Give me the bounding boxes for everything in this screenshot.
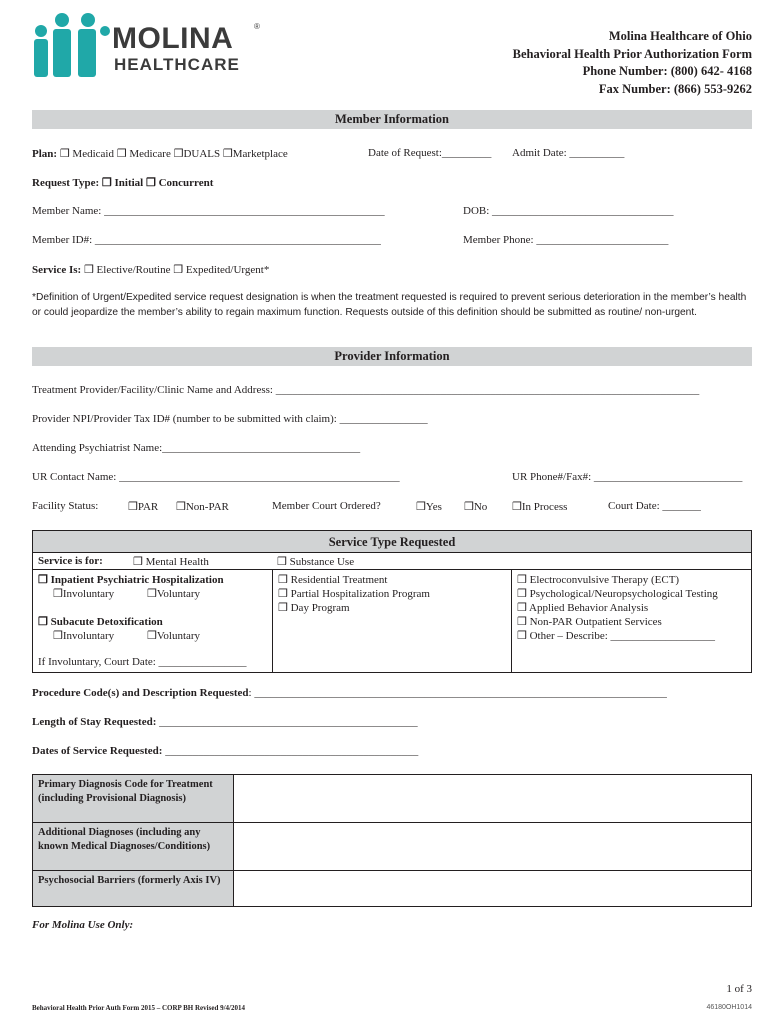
member-info-header: Member Information bbox=[32, 110, 752, 129]
request-type-row bbox=[32, 176, 213, 189]
length-of-stay-field[interactable] bbox=[32, 716, 418, 728]
psychosocial-barriers-row[interactable] bbox=[33, 871, 751, 906]
header-phone: Phone Number: (800) 642- 4168 bbox=[582, 64, 752, 78]
primary-diagnosis-label: Primary Diagnosis Code for Treatment (including Provisional Diagnosis) bbox=[33, 775, 234, 822]
procedure-code-label: Procedure Code(s) and Description Requested bbox=[32, 687, 249, 699]
plan-checkboxes[interactable]: ❒ Medicaid ❒ Medicare ❒DUALS ❒Marketplace bbox=[59, 148, 288, 160]
detox-involuntary-checkbox[interactable]: ❒Involuntary bbox=[53, 630, 115, 642]
footer-form-revision: Behavioral Health Prior Auth Form 2015 – CORP BH Revised 9/4/2014 bbox=[32, 1004, 245, 1012]
page-number: 1 of 3 bbox=[726, 983, 752, 995]
residential-treatment-checkbox[interactable]: ❒ Residential Treatment bbox=[278, 574, 388, 586]
service-for-row bbox=[33, 553, 751, 570]
detox-voluntary-checkbox[interactable]: ❒Voluntary bbox=[147, 630, 201, 642]
header-fax: Fax Number: (866) 553-9262 bbox=[598, 81, 752, 96]
partial-hospitalization-checkbox[interactable]: ❒ Partial Hospitalization Program bbox=[278, 588, 430, 600]
facility-status-label: Facility Status: bbox=[32, 500, 99, 512]
member-name-field[interactable]: Member Name: ___________________________________________________ bbox=[32, 205, 385, 217]
logo-word-molina: MOLINA bbox=[112, 22, 234, 55]
length-of-stay-line[interactable]: _______________________________________________ bbox=[156, 716, 418, 728]
court-date-field[interactable]: Court Date: _______ bbox=[608, 500, 701, 512]
treatment-provider-field[interactable]: Treatment Provider/Facility/Clinic Name and Address: _____________________________________________________________________________ bbox=[32, 384, 700, 396]
service-is-row bbox=[32, 263, 269, 276]
dates-of-service-line[interactable]: ______________________________________________ bbox=[162, 745, 419, 757]
service-options-row bbox=[33, 570, 751, 672]
primary-diagnosis-row[interactable] bbox=[33, 775, 751, 823]
additional-diagnoses-label: Additional Diagnoses (including any known Medical Diagnoses/Conditions) bbox=[33, 823, 234, 870]
dates-of-service-field[interactable] bbox=[32, 745, 418, 757]
provider-npi-field[interactable]: Provider NPI/Provider Tax ID# (number to be submitted with claim): ________________ bbox=[32, 413, 428, 425]
service-is-label: Service Is: bbox=[32, 264, 82, 276]
plan-label: Plan: bbox=[32, 148, 58, 160]
molina-use-only-label: For Molina Use Only: bbox=[32, 919, 134, 931]
procedure-code-field[interactable] bbox=[32, 687, 667, 699]
urgent-definition-note: *Definition of Urgent/Expedited service request designation is when the treatment requested is required to prevent serious deterioration in the member’s health or could jeopardize the member’s ability to regain maximum function. Requests outside of this definition should be submitted as routine/ non-urgent. bbox=[32, 292, 747, 318]
request-type-checkboxes[interactable]: ❒ Initial ❒ Concurrent bbox=[101, 177, 214, 189]
in-process-checkbox[interactable]: ❒In Process bbox=[512, 501, 568, 513]
inpatient-involuntary-checkbox[interactable]: ❒Involuntary bbox=[53, 588, 115, 600]
ur-phone-field[interactable]: UR Phone#/Fax#: ___________________________ bbox=[512, 471, 743, 483]
service-type-header: Service Type Requested bbox=[33, 531, 751, 553]
non-par-checkbox[interactable]: ❒Non-PAR bbox=[176, 501, 229, 513]
other-services-column bbox=[512, 570, 752, 672]
admit-date-field[interactable]: Admit Date: __________ bbox=[512, 147, 625, 159]
service-type-table bbox=[32, 530, 752, 673]
ect-checkbox[interactable]: ❒ Electroconvulsive Therapy (ECT) bbox=[517, 574, 680, 586]
subacute-detox-checkbox[interactable]: ❒ Subacute Detoxification bbox=[38, 616, 163, 628]
header-contact-block bbox=[513, 28, 752, 98]
molina-logo bbox=[32, 10, 272, 80]
involuntary-court-date-field[interactable]: If Involuntary, Court Date: ________________ bbox=[38, 656, 247, 668]
dob-field[interactable]: DOB: _________________________________ bbox=[463, 205, 674, 217]
header-form-title: Behavioral Health Prior Authorization Form bbox=[512, 46, 752, 61]
inpatient-column bbox=[33, 570, 273, 672]
inpatient-voluntary-checkbox[interactable]: ❒Voluntary bbox=[147, 588, 201, 600]
residential-column bbox=[273, 570, 512, 672]
psychosocial-barriers-label: Psychosocial Barriers (formerly Axis IV) bbox=[33, 871, 234, 906]
par-checkbox[interactable]: ❒PAR bbox=[128, 501, 159, 513]
other-describe-checkbox[interactable]: ❒ Other – Describe: ___________________ bbox=[517, 630, 716, 642]
length-of-stay-label: Length of Stay Requested: bbox=[32, 716, 157, 728]
logo-registered-mark: ® bbox=[254, 22, 260, 31]
dates-of-service-label: Dates of Service Requested: bbox=[32, 745, 163, 757]
member-id-field[interactable]: Member ID#: ____________________________________________________ bbox=[32, 234, 381, 246]
aba-checkbox[interactable]: ❒ Applied Behavior Analysis bbox=[517, 602, 649, 614]
substance-use-checkbox[interactable]: ❒ Substance Use bbox=[277, 556, 355, 568]
court-yes-checkbox[interactable]: ❒Yes bbox=[416, 501, 442, 513]
service-is-checkboxes[interactable]: ❒ Elective/Routine ❒ Expedited/Urgent* bbox=[83, 264, 270, 276]
psych-testing-checkbox[interactable]: ❒ Psychological/Neuropsychological Testing bbox=[517, 588, 718, 600]
psychiatrist-name-field[interactable]: Attending Psychiatrist Name:____________________________________ bbox=[32, 442, 361, 454]
people-logo-icon bbox=[32, 10, 112, 80]
inpatient-checkbox[interactable]: ❒ Inpatient Psychiatric Hospitalization bbox=[38, 574, 224, 586]
logo-word-healthcare: HEALTHCARE bbox=[114, 55, 240, 74]
non-par-outpatient-checkbox[interactable]: ❒ Non-PAR Outpatient Services bbox=[517, 616, 662, 628]
member-phone-field[interactable]: Member Phone: ________________________ bbox=[463, 234, 669, 246]
service-for-label: Service is for: bbox=[38, 555, 103, 567]
provider-info-header: Provider Information bbox=[32, 347, 752, 366]
day-program-checkbox[interactable]: ❒ Day Program bbox=[278, 602, 350, 614]
additional-diagnoses-row[interactable] bbox=[33, 823, 751, 871]
mental-health-checkbox[interactable]: ❒ Mental Health bbox=[133, 556, 209, 568]
plan-row bbox=[32, 147, 288, 160]
date-of-request-field[interactable]: Date of Request:_________ bbox=[368, 147, 492, 159]
footer-form-code: 46180OH1014 bbox=[706, 1004, 752, 1011]
diagnosis-table bbox=[32, 774, 752, 907]
procedure-code-line[interactable]: : ___________________________________________________________________________ bbox=[248, 687, 667, 699]
court-ordered-label: Member Court Ordered? bbox=[272, 500, 381, 512]
request-type-label: Request Type: bbox=[32, 177, 100, 189]
ur-contact-field[interactable]: UR Contact Name: ___________________________________________________ bbox=[32, 471, 400, 483]
court-no-checkbox[interactable]: ❒No bbox=[464, 501, 488, 513]
header-org-name: Molina Healthcare of Ohio bbox=[608, 29, 752, 43]
